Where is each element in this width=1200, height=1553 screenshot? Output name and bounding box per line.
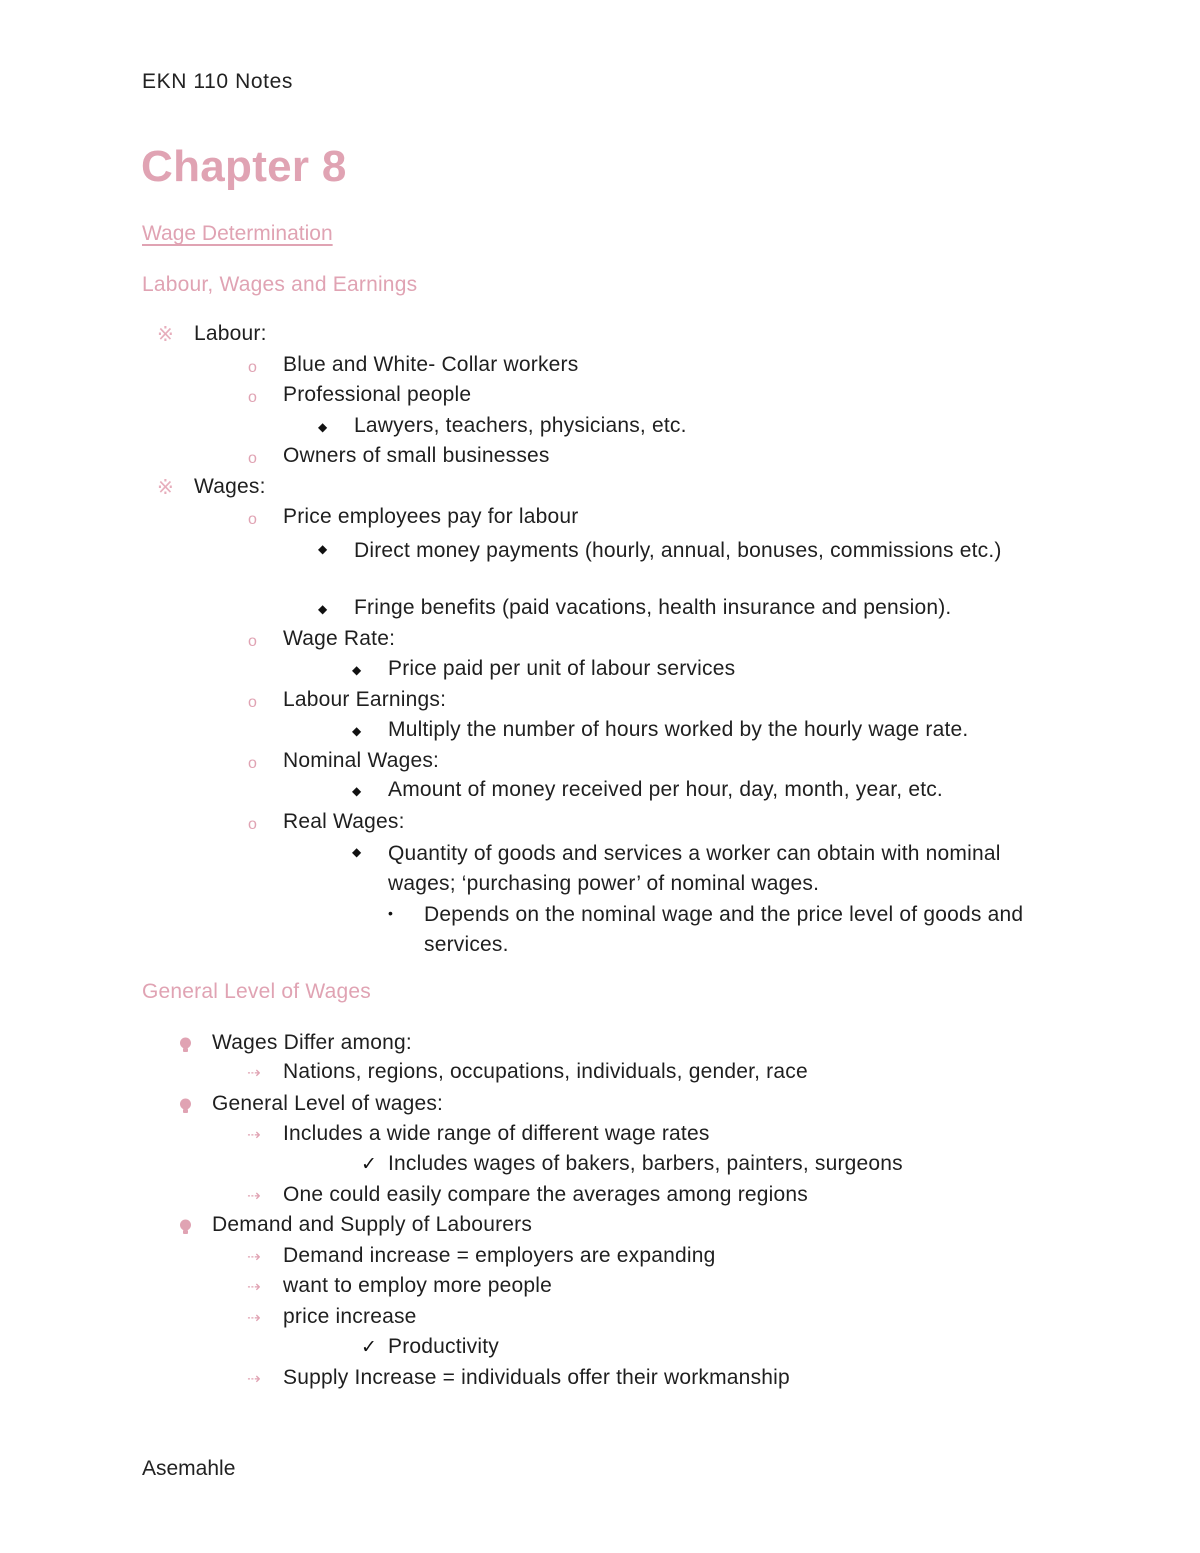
list-item: Wages Differ among: bbox=[212, 1031, 412, 1054]
circle-bullet-icon: o bbox=[248, 511, 257, 528]
arrow-bullet-icon: ⇢ bbox=[247, 1249, 261, 1266]
diamond-bullet-icon: ◆ bbox=[352, 845, 362, 859]
list-item: Price employees pay for labour bbox=[283, 505, 579, 528]
list-item: Price paid per unit of labour services bbox=[388, 657, 736, 680]
list-item: Includes wages of bakers, barbers, painters, surgeons bbox=[388, 1152, 903, 1175]
list-item: Depends on the nominal wage and the price level of goods and services. bbox=[424, 903, 1024, 956]
diamond-bullet-icon: ◆ bbox=[318, 602, 328, 616]
document-footer: Asemahle bbox=[142, 1457, 236, 1480]
list-item: Fringe benefits (paid vacations, health insurance and pension). bbox=[354, 596, 952, 619]
list-item: Demand and Supply of Labourers bbox=[212, 1213, 533, 1236]
diamond-bullet-icon: ◆ bbox=[318, 542, 328, 556]
circle-bullet-icon: o bbox=[248, 633, 257, 650]
arrow-bullet-icon: ⇢ bbox=[247, 1279, 261, 1296]
list-item: One could easily compare the averages among regions bbox=[283, 1183, 808, 1206]
list-item: Wage Rate: bbox=[283, 627, 396, 650]
diamond-bullet-icon: ◆ bbox=[352, 663, 362, 677]
list-item: Quantity of goods and services a worker can obtain with nominal wages; ‘purchasing power’ of nominal wages. bbox=[388, 842, 1001, 895]
list-item: Professional people bbox=[283, 383, 472, 406]
arrow-bullet-icon: ⇢ bbox=[247, 1065, 261, 1082]
arrow-bullet-icon: ⇢ bbox=[247, 1188, 261, 1205]
list-item: Direct money payments (hourly, annual, bonuses, commissions etc.) bbox=[354, 539, 1002, 562]
list-item: want to employ more people bbox=[283, 1274, 553, 1297]
list-item: Labour Earnings: bbox=[283, 688, 447, 711]
list-item: Nominal Wages: bbox=[283, 749, 440, 772]
list-item: Nations, regions, occupations, individuals, gender, race bbox=[283, 1060, 808, 1083]
list-item: Lawyers, teachers, physicians, etc. bbox=[354, 414, 687, 437]
circle-bullet-icon: o bbox=[248, 450, 257, 467]
diamond-bullet-icon: ◆ bbox=[318, 420, 328, 434]
list-item: General Level of wages: bbox=[212, 1092, 444, 1115]
arrow-bullet-icon: ⇢ bbox=[247, 1310, 261, 1327]
cross-bullet-icon: ※ bbox=[157, 477, 174, 499]
circle-bullet-icon: o bbox=[248, 389, 257, 406]
circle-bullet-icon: o bbox=[248, 816, 257, 833]
checkmark-icon: ✓ bbox=[361, 1154, 377, 1175]
lightbulb-bullet-icon bbox=[179, 1037, 192, 1054]
subheading-general-level-of-wages: General Level of Wages bbox=[142, 980, 371, 1003]
subheading-labour-wages-earnings: Labour, Wages and Earnings bbox=[142, 273, 418, 296]
list-item: Blue and White- Collar workers bbox=[283, 353, 579, 376]
cross-bullet-icon: ※ bbox=[157, 324, 174, 346]
circle-bullet-icon: o bbox=[248, 755, 257, 772]
dot-bullet-icon: • bbox=[388, 905, 393, 921]
list-item: Amount of money received per hour, day, month, year, etc. bbox=[388, 778, 943, 801]
chapter-title: Chapter 8 bbox=[141, 142, 347, 191]
circle-bullet-icon: o bbox=[248, 694, 257, 711]
list-item: Demand increase = employers are expanding bbox=[283, 1244, 716, 1267]
list-item-wages: Wages: bbox=[194, 475, 266, 498]
list-item: Owners of small businesses bbox=[283, 444, 550, 467]
list-item: Multiply the number of hours worked by the hourly wage rate. bbox=[388, 718, 969, 741]
document-header: EKN 110 Notes bbox=[142, 70, 293, 93]
list-item-labour: Labour: bbox=[194, 322, 267, 345]
section-title-link[interactable]: Wage Determination bbox=[142, 222, 333, 245]
list-item: Productivity bbox=[388, 1335, 499, 1358]
lightbulb-bullet-icon bbox=[179, 1219, 192, 1236]
diamond-bullet-icon: ◆ bbox=[352, 724, 362, 738]
checkmark-icon: ✓ bbox=[361, 1337, 377, 1358]
circle-bullet-icon: o bbox=[248, 359, 257, 376]
list-item: Real Wages: bbox=[283, 810, 405, 833]
list-item: Includes a wide range of different wage rates bbox=[283, 1122, 710, 1145]
arrow-bullet-icon: ⇢ bbox=[247, 1371, 261, 1388]
arrow-bullet-icon: ⇢ bbox=[247, 1127, 261, 1144]
list-item: price increase bbox=[283, 1305, 417, 1328]
list-item: Supply Increase = individuals offer their workmanship bbox=[283, 1366, 790, 1389]
diamond-bullet-icon: ◆ bbox=[352, 784, 362, 798]
lightbulb-bullet-icon bbox=[179, 1098, 192, 1115]
